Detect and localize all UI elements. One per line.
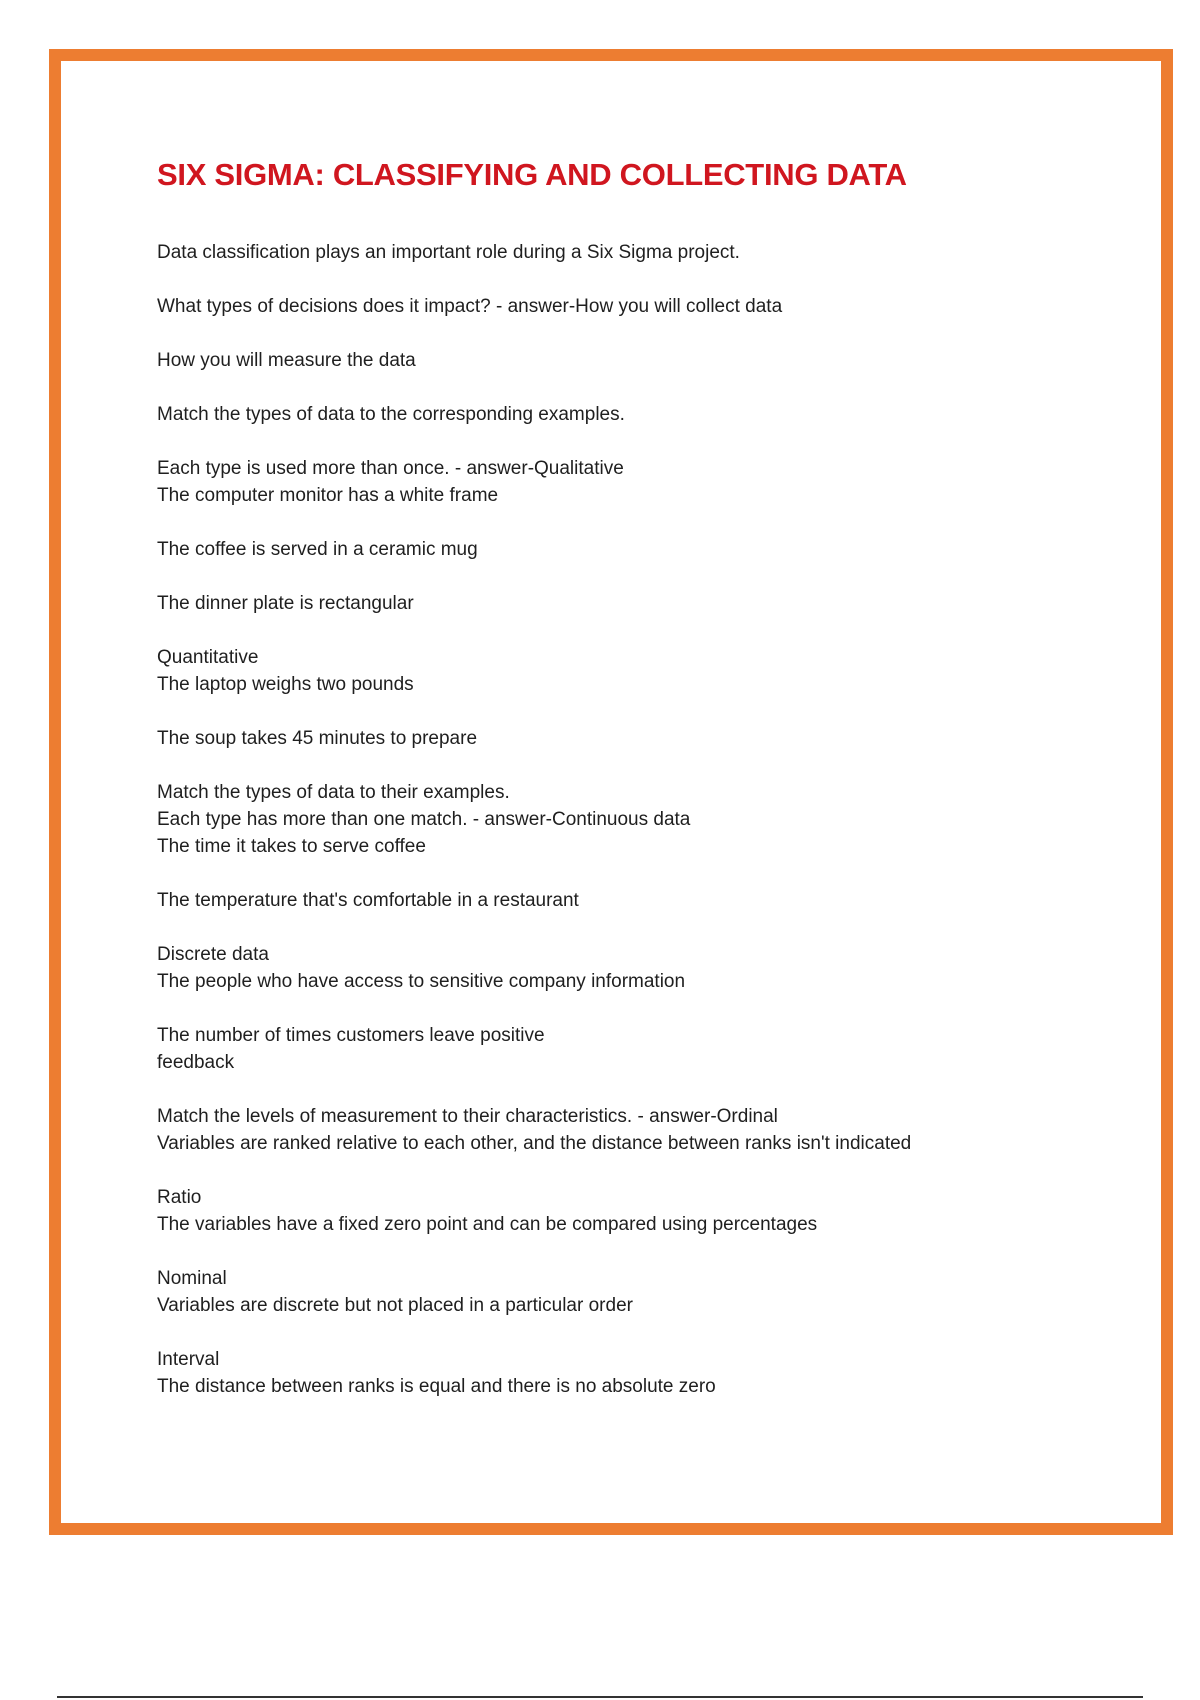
text-line: Interval: [157, 1349, 220, 1370]
text-line: Match the types of data to their examples.: [157, 782, 510, 803]
paragraph: [157, 590, 1097, 617]
text-line: How you will measure the data: [157, 350, 416, 371]
paragraph: [157, 779, 1097, 860]
paragraph: [157, 293, 1097, 320]
text-line: The temperature that's comfortable in a restaurant: [157, 890, 579, 911]
paragraph: [157, 725, 1097, 752]
paragraph: [157, 536, 1097, 563]
text-line: The soup takes 45 minutes to prepare: [157, 728, 478, 749]
text-line: The number of times customers leave positive: [157, 1025, 545, 1046]
text-line: The coffee is served in a ceramic mug: [157, 539, 478, 560]
text-line: The dinner plate is rectangular: [157, 593, 414, 614]
text-line: Data classification plays an important role during a Six Sigma project.: [157, 242, 740, 263]
text-line: Quantitative: [157, 647, 259, 668]
document-title: SIX SIGMA: CLASSIFYING AND COLLECTING DATA: [157, 157, 907, 192]
paragraph: [157, 347, 1097, 374]
text-line: The computer monitor has a white frame: [157, 485, 499, 506]
text-line: feedback: [157, 1052, 235, 1073]
paragraph: [157, 1346, 1097, 1400]
paragraph: [157, 644, 1097, 698]
text-line: Variables are discrete but not placed in a particular order: [157, 1295, 633, 1316]
paragraph: [157, 941, 1097, 995]
text-line: Each type is used more than once. - answer-Qualitative: [157, 458, 624, 479]
text-line: What types of decisions does it impact? - answer-How you will collect data: [157, 296, 783, 317]
text-line: Discrete data: [157, 944, 269, 965]
text-line: Each type has more than one match. - answer-Continuous data: [157, 809, 691, 830]
text-line: Variables are ranked relative to each other, and the distance between ranks isn't indicated: [157, 1133, 912, 1154]
text-line: Match the levels of measurement to their characteristics. - answer-Ordinal: [157, 1106, 778, 1127]
page-frame: [49, 49, 1173, 1535]
document-body: [157, 239, 1097, 1427]
text-line: The distance between ranks is equal and there is no absolute zero: [157, 1376, 716, 1397]
text-line: Ratio: [157, 1187, 202, 1208]
paragraph: [157, 1184, 1097, 1238]
text-line: Match the types of data to the corresponding examples.: [157, 404, 625, 425]
text-line: The laptop weighs two pounds: [157, 674, 414, 695]
paragraph: [157, 1022, 1097, 1076]
paragraph: [157, 455, 1097, 509]
text-line: Nominal: [157, 1268, 227, 1289]
text-line: The people who have access to sensitive company information: [157, 971, 686, 992]
text-line: The time it takes to serve coffee: [157, 836, 426, 857]
paragraph: [157, 239, 1097, 266]
paragraph: [157, 887, 1097, 914]
paragraph: [157, 401, 1097, 428]
paragraph: [157, 1265, 1097, 1319]
paragraph: [157, 1103, 1097, 1157]
text-line: The variables have a fixed zero point and can be compared using percentages: [157, 1214, 818, 1235]
footer-rule: [57, 1696, 1143, 1698]
